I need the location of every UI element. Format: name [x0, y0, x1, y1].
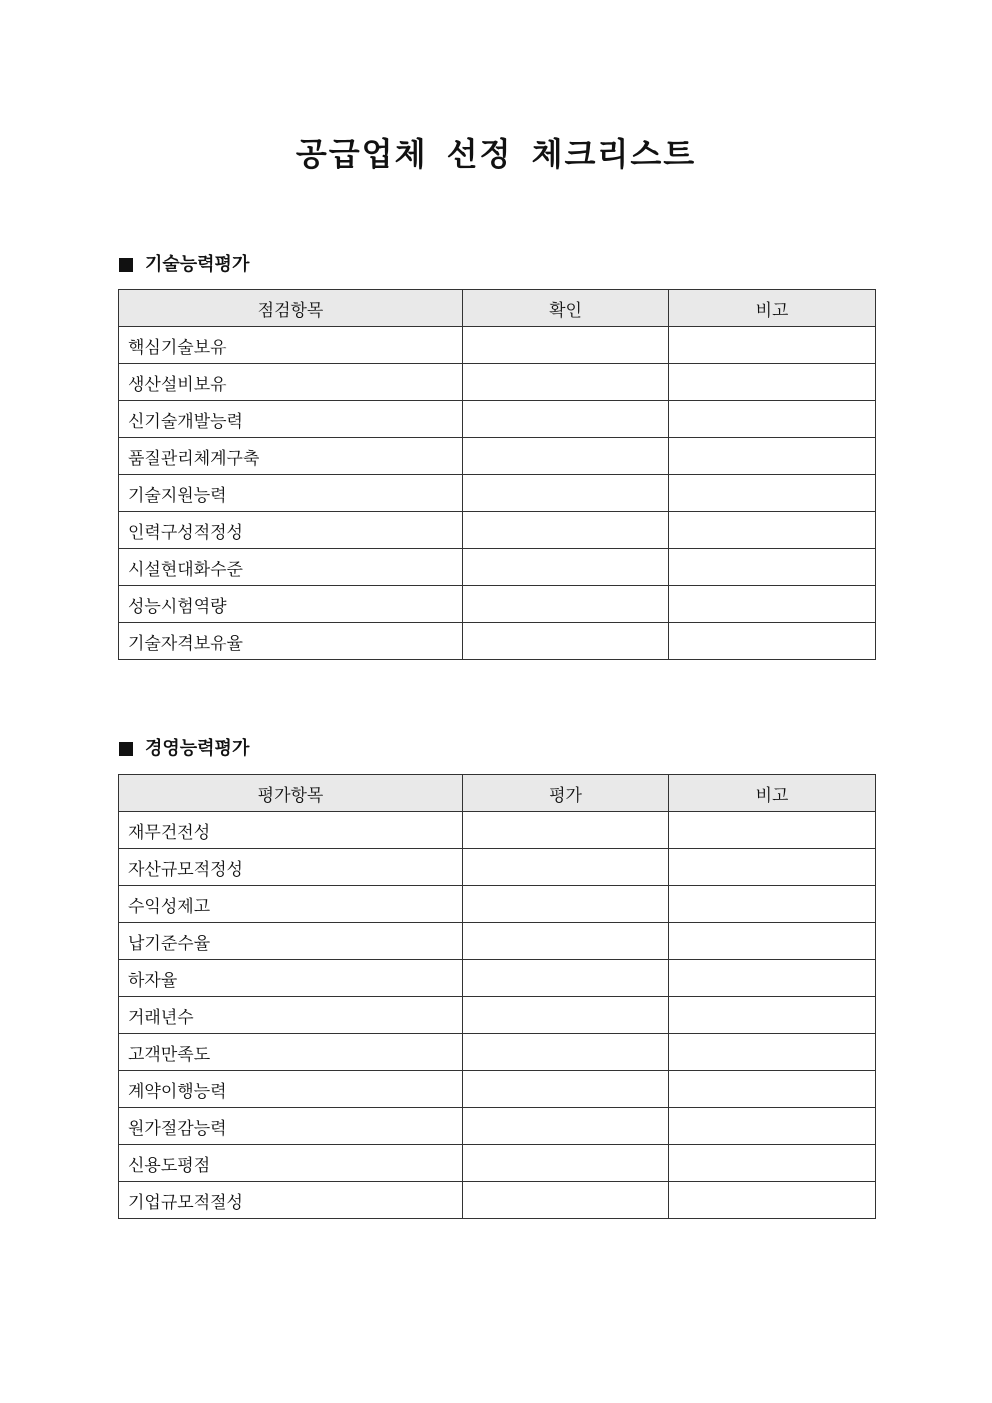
rating-cell[interactable]	[463, 997, 669, 1034]
management-checklist-table	[118, 774, 876, 1219]
table-row	[119, 1108, 876, 1145]
table-row	[119, 401, 876, 438]
remarks-cell[interactable]	[669, 1182, 876, 1219]
item-label: 기술자격보유율	[119, 623, 463, 660]
table-row	[119, 364, 876, 401]
section-heading-management	[119, 736, 249, 762]
square-bullet-icon	[119, 742, 133, 756]
item-label: 신용도평점	[119, 1145, 463, 1182]
item-label: 기술지원능력	[119, 475, 463, 512]
item-label: 생산설비보유	[119, 364, 463, 401]
remarks-cell[interactable]	[669, 1071, 876, 1108]
check-cell[interactable]	[463, 364, 669, 401]
check-cell[interactable]	[463, 327, 669, 364]
remarks-cell[interactable]	[669, 1145, 876, 1182]
rating-cell[interactable]	[463, 1108, 669, 1145]
remarks-cell[interactable]	[669, 549, 876, 586]
item-label: 거래년수	[119, 997, 463, 1034]
check-cell[interactable]	[463, 438, 669, 475]
item-label: 원가절감능력	[119, 1108, 463, 1145]
remarks-cell[interactable]	[669, 886, 876, 923]
item-label: 수익성제고	[119, 886, 463, 923]
remarks-cell[interactable]	[669, 812, 876, 849]
table-row	[119, 886, 876, 923]
rating-cell[interactable]	[463, 812, 669, 849]
remarks-cell[interactable]	[669, 438, 876, 475]
item-label: 시설현대화수준	[119, 549, 463, 586]
check-cell[interactable]	[463, 512, 669, 549]
item-label: 하자율	[119, 960, 463, 997]
square-bullet-icon	[119, 258, 133, 272]
table-row	[119, 475, 876, 512]
item-label: 계약이행능력	[119, 1071, 463, 1108]
item-label: 신기술개발능력	[119, 401, 463, 438]
rating-cell[interactable]	[463, 923, 669, 960]
table-row	[119, 1182, 876, 1219]
check-cell[interactable]	[463, 549, 669, 586]
check-cell[interactable]	[463, 586, 669, 623]
table-row	[119, 327, 876, 364]
rating-cell[interactable]	[463, 1145, 669, 1182]
rating-cell[interactable]	[463, 886, 669, 923]
table-header-row	[119, 290, 876, 327]
check-cell[interactable]	[463, 475, 669, 512]
check-cell[interactable]	[463, 623, 669, 660]
item-label: 납기준수율	[119, 923, 463, 960]
column-header-rating: 평가	[463, 775, 669, 812]
table-row	[119, 997, 876, 1034]
rating-cell[interactable]	[463, 1071, 669, 1108]
table-row	[119, 586, 876, 623]
table-row	[119, 1145, 876, 1182]
table-row	[119, 623, 876, 660]
remarks-cell[interactable]	[669, 327, 876, 364]
item-label: 인력구성적정성	[119, 512, 463, 549]
table-row	[119, 812, 876, 849]
remarks-cell[interactable]	[669, 960, 876, 997]
remarks-cell[interactable]	[669, 364, 876, 401]
rating-cell[interactable]	[463, 849, 669, 886]
item-label: 재무건전성	[119, 812, 463, 849]
table-row	[119, 1034, 876, 1071]
column-header-item: 평가항목	[119, 775, 463, 812]
section-heading-technical	[119, 252, 249, 278]
remarks-cell[interactable]	[669, 923, 876, 960]
remarks-cell[interactable]	[669, 401, 876, 438]
section-heading-label: 기술능력평가	[145, 254, 250, 275]
document-title: 공급업체 선정 체크리스트	[295, 135, 697, 173]
item-label: 성능시험역량	[119, 586, 463, 623]
remarks-cell[interactable]	[669, 997, 876, 1034]
item-label: 고객만족도	[119, 1034, 463, 1071]
item-label: 자산규모적정성	[119, 849, 463, 886]
technical-checklist-table	[118, 289, 876, 660]
rating-cell[interactable]	[463, 1182, 669, 1219]
column-header-check: 확인	[463, 290, 669, 327]
remarks-cell[interactable]	[669, 623, 876, 660]
table-header-row	[119, 775, 876, 812]
item-label: 품질관리체계구축	[119, 438, 463, 475]
remarks-cell[interactable]	[669, 1034, 876, 1071]
table-row	[119, 549, 876, 586]
rating-cell[interactable]	[463, 1034, 669, 1071]
table-row	[119, 512, 876, 549]
section-heading-label: 경영능력평가	[145, 738, 250, 759]
column-header-remarks: 비고	[669, 775, 876, 812]
table-row	[119, 1071, 876, 1108]
table-row	[119, 923, 876, 960]
remarks-cell[interactable]	[669, 475, 876, 512]
column-header-item: 점검항목	[119, 290, 463, 327]
remarks-cell[interactable]	[669, 586, 876, 623]
check-cell[interactable]	[463, 401, 669, 438]
rating-cell[interactable]	[463, 960, 669, 997]
remarks-cell[interactable]	[669, 1108, 876, 1145]
column-header-remarks: 비고	[669, 290, 876, 327]
remarks-cell[interactable]	[669, 512, 876, 549]
table-row	[119, 960, 876, 997]
item-label: 핵심기술보유	[119, 327, 463, 364]
table-row	[119, 849, 876, 886]
item-label: 기업규모적절성	[119, 1182, 463, 1219]
table-row	[119, 438, 876, 475]
remarks-cell[interactable]	[669, 849, 876, 886]
